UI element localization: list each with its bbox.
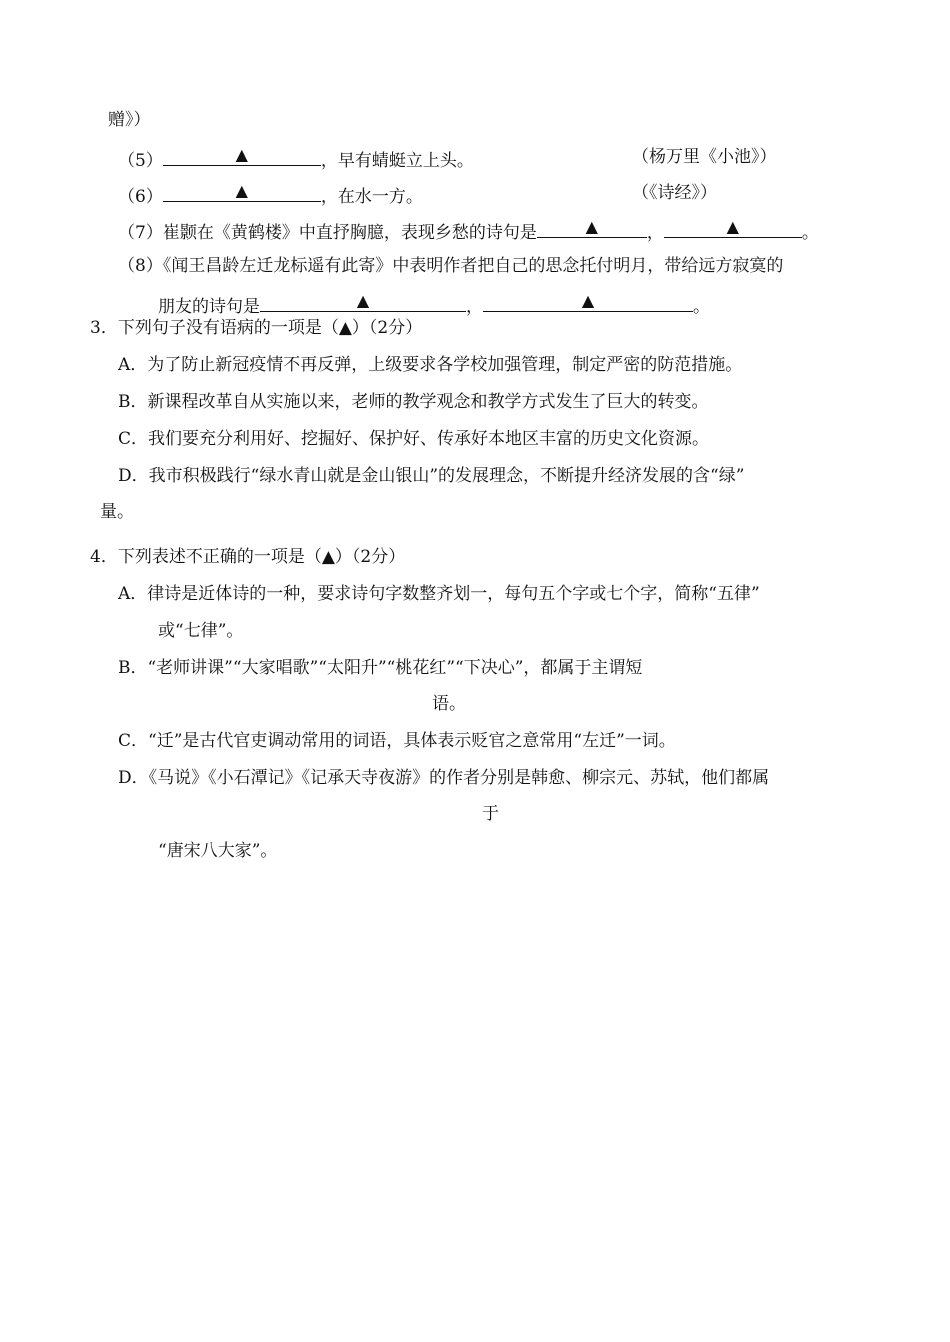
question-3-stem: 3．下列句子没有语病的一项是（▲）（2分） [90, 318, 423, 338]
question-4-option-c[interactable]: C．“迁”是古代官吏调动常用的词语，具体表示贬官之意常用“左迁”一词。 [118, 731, 676, 751]
triangle-icon: ▲ [585, 217, 598, 236]
question-4-option-a[interactable]: A．律诗是近体诗的一种，要求诗句字数整齐划一，每句五个字或七个字，简称“五律” [118, 584, 760, 604]
question-3-option-a[interactable]: A．为了防止新冠疫情不再反弹，上级要求各学校加强管理，制定严密的防范措施。 [118, 355, 743, 375]
item-6-blank[interactable] [163, 181, 321, 202]
question-3-option-b[interactable]: B．新课程改革自从实施以来，老师的教学观念和教学方式发生了巨大的转变。 [118, 392, 709, 412]
item-5-blank[interactable] [163, 145, 321, 166]
question-4-option-b[interactable]: B．“老师讲课”“大家唱歌”“太阳升”“桃花红”“下决心”，都属于主谓短 [118, 658, 643, 678]
question-3-option-d-cont: 量。 [100, 502, 134, 522]
question-3-option-d[interactable]: D．我市积极践行“绿水青山就是金山银山”的发展理念，不断提升经济发展的含“绿” [118, 466, 745, 486]
item-6 [118, 181, 423, 209]
question-4-option-b-cont: 语。 [432, 694, 466, 714]
item-8-line-2 [158, 291, 710, 319]
item-7-blank-2[interactable] [664, 217, 802, 238]
question-4-option-d[interactable]: D．《马说》《小石潭记》《记承天寺夜游》的作者分别是韩愈、柳宗元、苏轼，他们都属 [118, 768, 770, 788]
top-fragment: 赠》） [108, 110, 151, 130]
question-4-stem: 4．下列表述不正确的一项是（▲）（2分） [90, 547, 406, 567]
item-5 [118, 145, 474, 173]
item-7-comma: ， [646, 223, 664, 243]
item-6-text: ，在水一方。 [320, 187, 423, 207]
item-8-blank-2[interactable] [483, 291, 693, 312]
question-4-option-d-cont: 于 [482, 804, 499, 824]
item-7-end: 。 [801, 223, 819, 243]
item-8-blank-1[interactable] [260, 291, 466, 312]
item-5-source: （杨万里《小池》） [632, 147, 777, 167]
item-7-text: （7）崔颢在《黄鹤楼》中直抒胸臆，表现乡愁的诗句是 [118, 223, 537, 243]
item-6-number: （6） [118, 187, 163, 207]
item-8-line-1: （8）《闻王昌龄左迁龙标遥有此寄》中表明作者把自己的思念托付明月，带给远方寂寞的 [118, 256, 784, 276]
triangle-icon: ▲ [581, 291, 595, 310]
item-5-number: （5） [118, 151, 163, 171]
item-6-source: （《诗经》） [632, 183, 717, 203]
item-8-end: 。 [693, 297, 710, 317]
question-4-option-a-cont: 或“七律”。 [158, 621, 244, 641]
item-7 [118, 217, 819, 245]
triangle-icon: ▲ [356, 291, 370, 310]
triangle-icon: ▲ [235, 181, 248, 200]
triangle-icon: ▲ [235, 145, 248, 164]
question-3-option-c[interactable]: C．我们要充分利用好、挖掘好、保护好、传承好本地区丰富的历史文化资源。 [118, 429, 710, 449]
triangle-icon: ▲ [726, 217, 739, 236]
question-4-option-d-cont-2: “唐宋八大家”。 [158, 841, 278, 861]
item-8-comma: ， [466, 297, 483, 317]
item-5-text: ，早有蜻蜓立上头。 [320, 151, 474, 171]
item-7-blank-1[interactable] [537, 217, 647, 238]
item-8-prefix: 朋友的诗句是 [158, 297, 260, 317]
